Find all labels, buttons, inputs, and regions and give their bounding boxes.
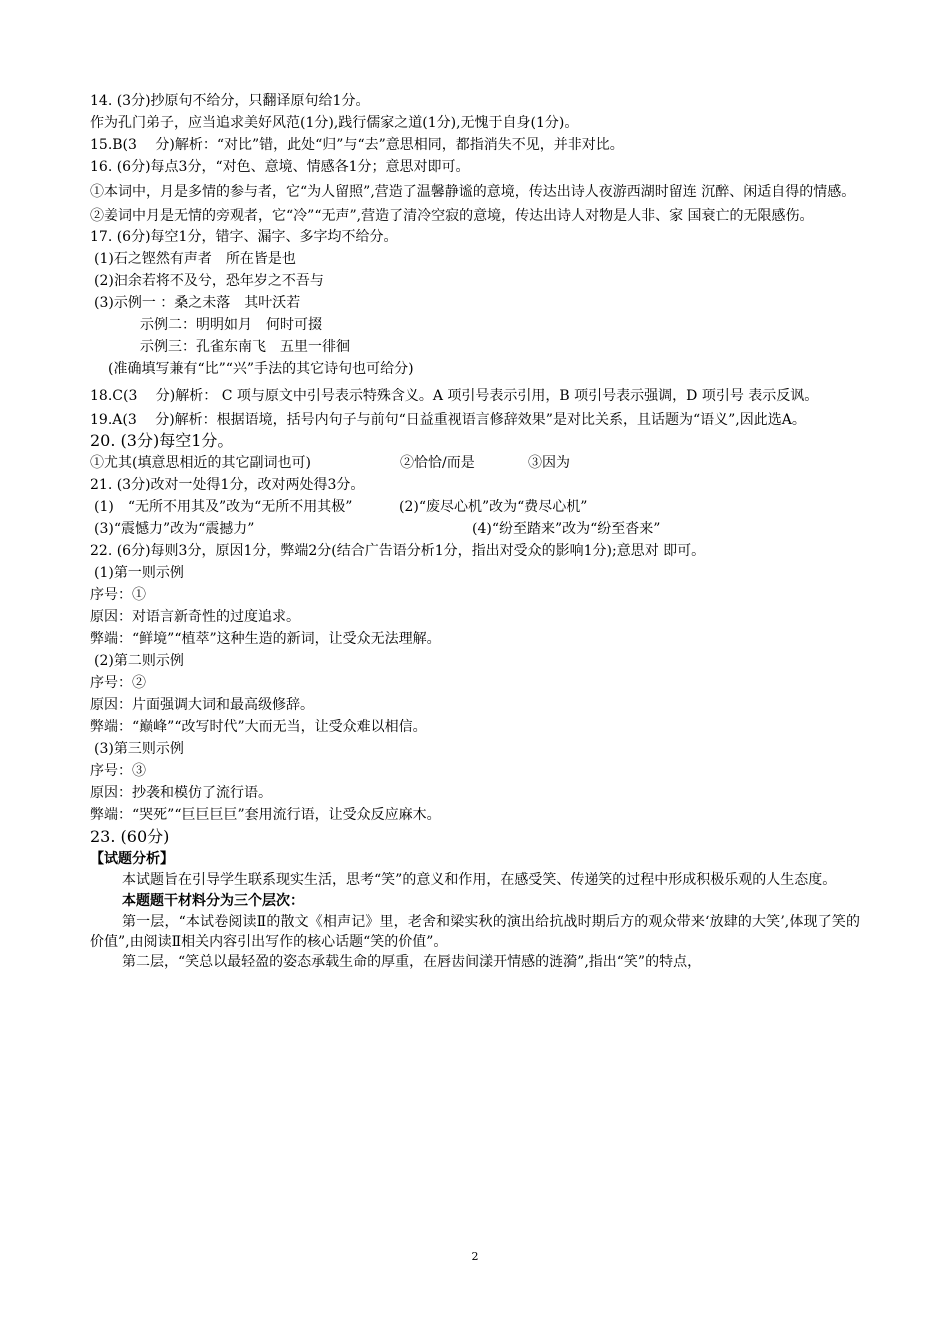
paragraph: 第二层，“笑总以最轻盈的姿态承载生命的厚重，在唇齿间漾开情感的涟漪”,指出“笑”的特点， [122, 954, 702, 970]
text-line: ②姜词中月是无情的旁观者，它“冷”“无声”,营造了清冷空寂的意境，传达出诗人对物是人非、家 国衰亡的无限感伤。 [90, 208, 814, 224]
text-line: 18.C(3 分)解析： C 项与原文中引号表示特殊含义。A 项引号表示引用，B 项引号表示强调，D 项引号 表示反讽。 [90, 388, 819, 404]
page-number: 2 [471, 1250, 479, 1263]
text-line: 序号：① [90, 587, 146, 603]
section-heading: 【试题分析】 [90, 851, 174, 867]
text-line: 14. (3分)抄原句不给分，只翻译原句给1分。 [90, 93, 370, 109]
text-line: 22. (6分)每则3分，原因1分，弊端2分(结合广告语分析1分，指出对受众的影响1分);意思对 即可。 [90, 543, 706, 559]
text-line: 21. (3分)改对一处得1分，改对两处得3分。 [90, 477, 365, 493]
text-cell: (4)“纷至踏来”改为“纷至沓来” [472, 521, 661, 537]
answer-row-21a [90, 496, 860, 518]
paragraph: 本试题旨在引导学生联系现实生活，思考“笑”的意义和作用，在感受笑、传递笑的过程中形成积极乐观的人生态度。 [122, 872, 837, 888]
text-line: (3)示例一 ：桑之未落 其叶沃若 [94, 295, 301, 311]
text-line: 原因：抄袭和模仿了流行语。 [90, 785, 272, 801]
text-line: 弊端：“巅峰”“改写时代”大而无当，让受众难以相信。 [90, 719, 427, 735]
text-line: 16. (6分)每点3分，“对色、意境、情感各1分；意思对即可。 [90, 159, 470, 175]
text-line: (2)汩余若将不及兮，恐年岁之不吾与 [94, 273, 324, 289]
text-line: 原因：片面强调大词和最高级修辞。 [90, 697, 314, 713]
text-line: 17. (6分)每空1分，错字、漏字、多字均不给分。 [90, 229, 398, 245]
text-line: 示例二：明明如月 何时可掇 [140, 317, 322, 333]
text-cell: ③因为 [528, 455, 570, 471]
text-cell: (1) “无所不用其及”改为“无所不用其极” [94, 499, 353, 515]
text-cell: ②恰恰/而是 [400, 455, 475, 471]
text-line: 19.A(3 分)解析：根据语境，括号内句子与前句“日益重视语言修辞效果”是对比关系，且话题为“语义”,因此选A。 [90, 412, 806, 428]
text-line: (1)第一则示例 [94, 565, 184, 581]
text-line: (2)第二则示例 [94, 653, 184, 669]
text-cell: (3)“震憾力”改为“震撼力” [94, 521, 255, 537]
text-line: (3)第三则示例 [94, 741, 184, 757]
paragraph: 第一层，“本试卷阅读Ⅱ的散文《相声记》里，老舍和梁实秋的演出给抗战时期后方的观众带来‘放肆的大笑’,体现了笑的价值”,由阅读Ⅱ相关内容引出写作的核心话题“笑的价值”。 [90, 914, 860, 950]
text-line: 15.B(3 分)解析：“对比”错，此处“归”与“去”意思相同，都指消失不见，并非对比。 [90, 137, 624, 153]
text-line: ①本词中，月是多情的参与者，它“为人留照”,营造了温馨静谧的意境，传达出诗人夜游西湖时留连 沉醉、闲适自得的情感。 [90, 184, 856, 200]
text-line: 序号：② [90, 675, 146, 691]
text-line: (1)石之铿然有声者 所在皆是也 [94, 251, 296, 267]
answer-row-21b [90, 518, 860, 540]
text-line: 示例三：孔雀东南飞 五里一徘徊 [140, 339, 350, 355]
text-line: 原因：对语言新奇性的过度追求。 [90, 609, 300, 625]
answer-row-20 [90, 452, 860, 474]
text-line: 作为孔门弟子，应当追求美好风范(1分),践行儒家之道(1分),无愧于自身(1分)。 [90, 115, 579, 131]
text-line: 序号：③ [90, 763, 146, 779]
text-line: 弊端：“哭死”“巨巨巨巨”套用流行语，让受众反应麻木。 [90, 807, 441, 823]
text-cell: ①尤其(填意思相近的其它副词也可) [90, 455, 311, 471]
answer-document [90, 90, 860, 972]
text-line: 20. (3分)每空1分。 [90, 431, 234, 450]
text-line: 弊端：“鲜境”“植萃”这种生造的新词，让受众无法理解。 [90, 631, 441, 647]
text-line: (准确填写兼有“比”“兴”手法的其它诗句也可给分) [108, 361, 414, 377]
subheading: 本题题干材料分为三个层次： [122, 893, 304, 909]
text-line: 23. (60分) [90, 827, 170, 846]
text-cell: (2)“废尽心机”改为“费尽心机” [399, 499, 588, 515]
